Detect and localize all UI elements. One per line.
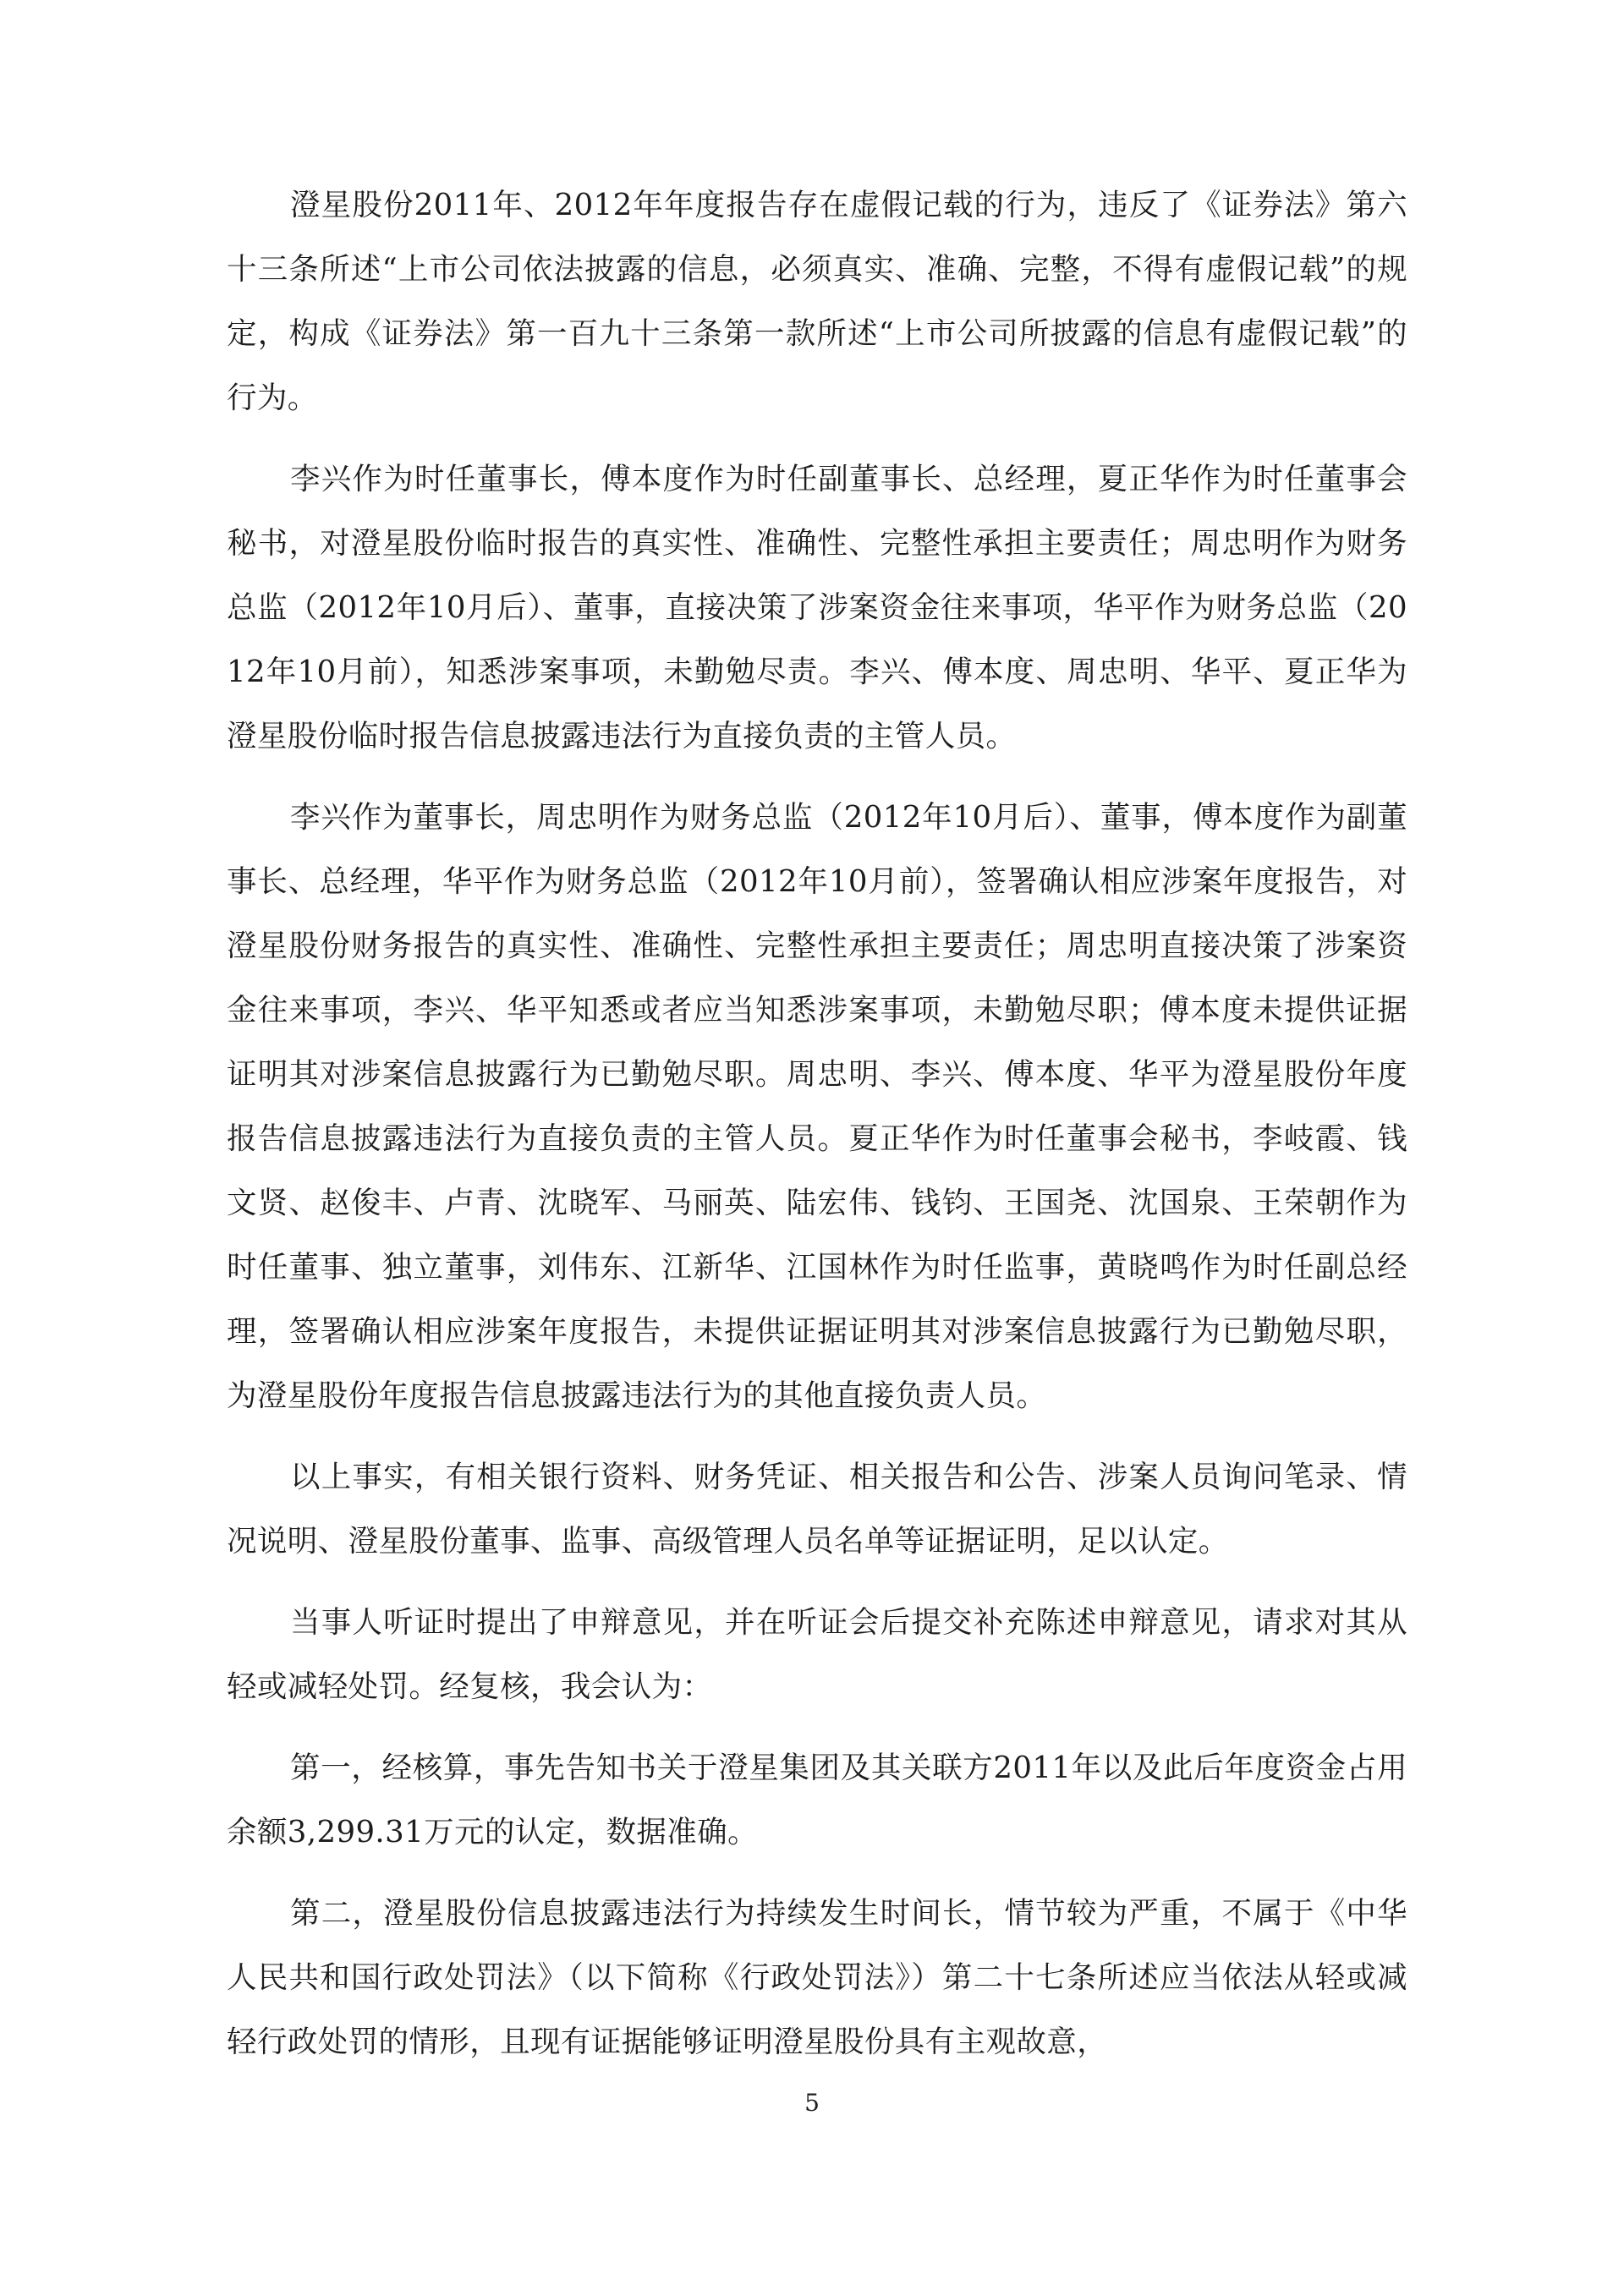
paragraph-7: 第二，澄星股份信息披露违法行为持续发生时间长，情节较为严重，不属于《中华人民共和国行政处罚法》（以下简称《行政处罚法》）第二十七条所述应当依法从轻或减轻行政处罚的情形，且现有证据能够证明澄星股份具有主观故意， (227, 1896, 1407, 2059)
paragraph-4: 以上事实，有相关银行资料、财务凭证、相关报告和公告、涉案人员询问笔录、情况说明、澄星股份董事、监事、高级管理人员名单等证据证明，足以认定。 (227, 1460, 1407, 1559)
paragraph-1: 澄星股份2011年、2012年年度报告存在虚假记载的行为，违反了《证券法》第六十三条所述“上市公司依法披露的信息，必须真实、准确、完整，不得有虚假记载”的规定，构成《证券法》第一百九十三条第一款所述“上市公司所披露的信息有虚假记载”的行为。 (227, 188, 1407, 415)
document-body (227, 173, 1407, 2074)
paragraph-5: 当事人听证时提出了申辩意见，并在听证会后提交补充陈述申辩意见，请求对其从轻或减轻处罚。经复核，我会认为： (227, 1605, 1407, 1704)
paragraph-6: 第一，经核算，事先告知书关于澄星集团及其关联方2011年以及此后年度资金占用余额3,299.31万元的认定，数据准确。 (227, 1751, 1407, 1849)
paragraph-3: 李兴作为董事长，周忠明作为财务总监（2012年10月后）、董事，傅本度作为副董事长、总经理，华平作为财务总监（2012年10月前），签署确认相应涉案年度报告，对澄星股份财务报告的真实性、准确性、完整性承担主要责任；周忠明直接决策了涉案资金往来事项，李兴、华平知悉或者应当知悉涉案事项，未勤勉尽职；傅本度未提供证据证明其对涉案信息披露行为已勤勉尽职。周忠明、李兴、傅本度、华平为澄星股份年度报告信息披露违法行为直接负责的主管人员。夏正华作为时任董事会秘书，李岐霞、钱文贤、赵俊丰、卢青、沈晓军、马丽英、陆宏伟、钱钧、王国尧、沈国泉、王荣朝作为时任董事、独立董事，刘伟东、江新华、江国林作为时任监事，黄晓鸣作为时任副总经理，签署确认相应涉案年度报告，未提供证据证明其对涉案信息披露行为已勤勉尽职，为澄星股份年度报告信息披露违法行为的其他直接负责人员。 (227, 800, 1407, 1413)
page-number: 5 (804, 2089, 820, 2117)
paragraph-2: 李兴作为时任董事长，傅本度作为时任副董事长、总经理，夏正华作为时任董事会秘书，对澄星股份临时报告的真实性、准确性、完整性承担主要责任；周忠明作为财务总监（2012年10月后）、董事，直接决策了涉案资金往来事项，华平作为财务总监（2012年10月前），知悉涉案事项，未勤勉尽责。李兴、傅本度、周忠明、华平、夏正华为澄星股份临时报告信息披露违法行为直接负责的主管人员。 (227, 462, 1407, 753)
